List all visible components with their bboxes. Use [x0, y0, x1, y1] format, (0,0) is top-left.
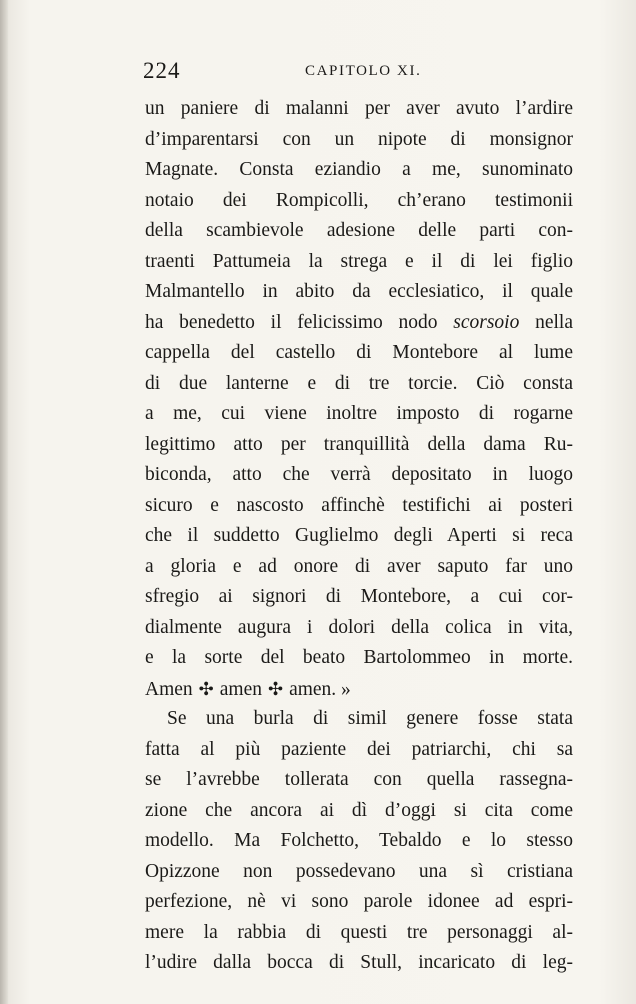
- text-line: [145, 613, 573, 644]
- text-line: [145, 491, 573, 522]
- running-head: CAPITOLO XI.: [305, 63, 422, 79]
- text-segment: d’imparentarsi con un nipote di monsignor: [145, 128, 573, 150]
- text-segment: amen. »: [289, 678, 351, 700]
- text-segment: amen: [219, 678, 262, 700]
- text-line: [145, 460, 573, 491]
- text-line: [145, 552, 573, 583]
- text-segment: fatta al più paziente dei patriarchi, chi sa: [145, 738, 573, 760]
- text-segment: notaio dei Rompicolli, ch’erano testimonii: [145, 189, 573, 211]
- text-line: [145, 765, 573, 796]
- text-segment: modello. Ma Folchetto, Tebaldo e lo stesso: [145, 830, 573, 851]
- text-segment: nella: [519, 311, 573, 333]
- text-line: [145, 887, 573, 918]
- text-segment: traenti Pattumeia la strega e il di lei figlio: [145, 250, 573, 272]
- page-header: [143, 58, 573, 88]
- page-number: 224: [143, 58, 181, 83]
- text-segment: sfregio ai signori di Montebore, a cui cor-: [145, 586, 573, 607]
- text-segment: dialmente augura i dolori della colica in vita,: [145, 616, 573, 638]
- text-line: [145, 155, 573, 186]
- text-line: [145, 826, 573, 857]
- text-segment: a me, cui viene inoltre imposto di rogarne: [145, 403, 573, 424]
- text-segment: scorsoio: [453, 311, 520, 333]
- text-segment: se l’avrebbe tollerata con quella rassegna-: [145, 769, 573, 790]
- text-line: [145, 399, 573, 430]
- text-line: [145, 521, 573, 552]
- text-segment: biconda, atto che verrà depositato in luogo: [145, 464, 573, 485]
- text-segment: di due lanterne e di tre torcie. Ciò consta: [145, 372, 573, 394]
- text-line: [145, 582, 573, 613]
- text-segment: Amen: [145, 678, 193, 700]
- text-segment: legittimo atto per tranquillità della dama Ru-: [145, 433, 573, 455]
- text-segment: che il suddetto Guglielmo degli Aperti si reca: [145, 525, 573, 546]
- text-segment: perfezione, nè vi sono parole idonee ad espri-: [145, 891, 573, 912]
- text-segment: Malmantello in abito da ecclesiatico, il quale: [145, 281, 573, 302]
- page-binding-edge: [0, 0, 8, 1004]
- text-segment: a gloria e ad onore di aver saputo far uno: [145, 555, 573, 577]
- text-line: [145, 948, 573, 979]
- text-line: [145, 277, 573, 308]
- text-segment: l’udire dalla bocca di Stull, incaricato di leg-: [145, 952, 573, 973]
- text-segment: Magnate. Consta eziandio a me, sunominato: [145, 159, 573, 180]
- text-segment: sicuro e nascosto affinchè testifichi ai posteri: [145, 494, 573, 516]
- text-line: [145, 918, 573, 949]
- text-segment: della scambievole adesione delle parti con-: [145, 220, 573, 241]
- text-line: [145, 796, 573, 827]
- text-line: [145, 369, 573, 400]
- cross-glyph: ✣: [267, 678, 284, 699]
- body-text: [145, 94, 573, 979]
- text-line: [145, 216, 573, 247]
- text-line: [145, 125, 573, 156]
- text-line: [145, 308, 573, 339]
- text-line: [145, 338, 573, 369]
- text-segment: mere la rabbia di questi tre personaggi al-: [145, 921, 573, 943]
- text-segment: Se una burla di simil genere fosse stata: [167, 708, 573, 729]
- text-line: [145, 857, 573, 888]
- text-segment: un paniere di malanni per aver avuto l’ardire: [145, 98, 573, 119]
- text-line: [145, 430, 573, 461]
- text-segment: zione che ancora ai dì d’oggi si cita come: [145, 799, 573, 821]
- text-line: [145, 643, 573, 674]
- text-line: [145, 704, 573, 735]
- text-line: [145, 674, 573, 705]
- text-line: [145, 735, 573, 766]
- text-segment: Opizzone non possedevano una sì cristiana: [145, 860, 573, 882]
- text-line: [145, 247, 573, 278]
- text-segment: cappella del castello di Montebore al lume: [145, 342, 573, 363]
- text-segment: e la sorte del beato Bartolommeo in morte.: [145, 647, 573, 668]
- text-line: [145, 186, 573, 217]
- text-line: [145, 94, 573, 125]
- cross-glyph: ✣: [198, 678, 214, 699]
- text-segment: ha benedetto il felicissimo nodo: [145, 311, 454, 333]
